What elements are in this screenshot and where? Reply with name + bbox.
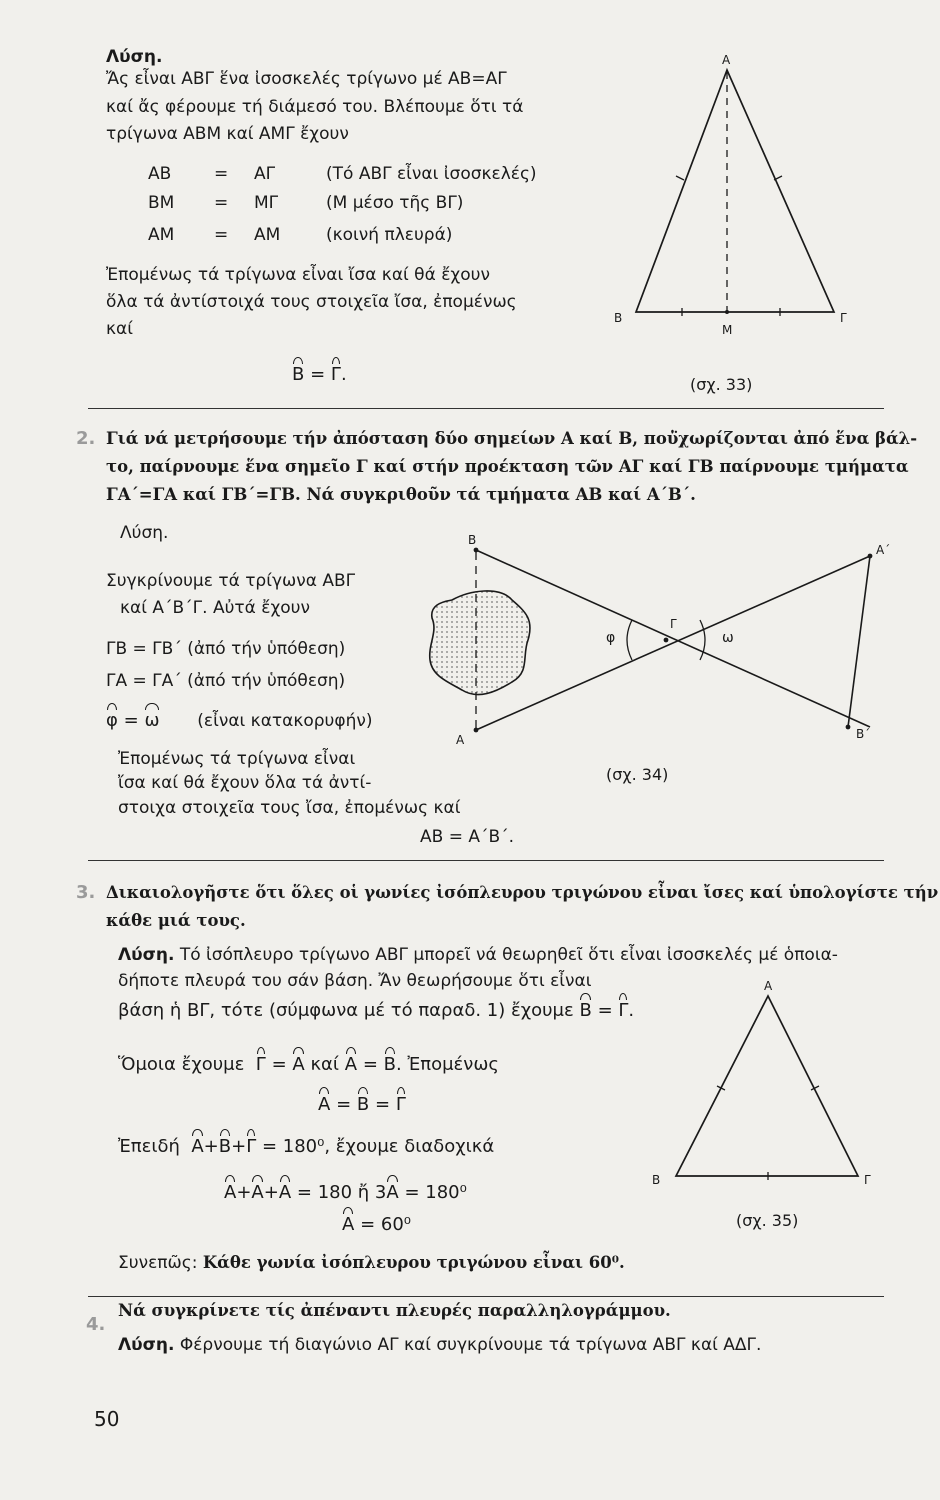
p3-tri-post: = 180 ἤ 3: [296, 1182, 387, 1203]
label-b: Β: [652, 1173, 661, 1187]
label-g: Γ: [864, 1173, 871, 1187]
solution-heading-3: Λύση.: [118, 945, 175, 965]
p2-eq3-sign: =: [123, 710, 139, 731]
p2-line-2: καί Α΄Β΄Γ. Αὐτά ἔχουν: [120, 598, 311, 618]
p2-question-3: ΓΑ΄=ΓΑ καί ΓΒ΄=ΓΒ. Νά συγκριθοῦν τά τμήματα ΑΒ καί Α΄Β΄.: [106, 485, 696, 504]
p2-eq-1: ΓΒ = ΓΒ΄ (ἀπό τήν ὑπόθεση): [106, 639, 346, 659]
angle-a: Α: [251, 1182, 264, 1203]
angle-a: Α: [292, 1054, 305, 1075]
p1-final-dot: .: [340, 364, 347, 385]
p3-question-2: κάθε μιά τους.: [106, 911, 246, 930]
label-m: Μ: [722, 323, 733, 337]
label-b1: Β΄: [856, 727, 871, 741]
angle-b: Β: [356, 1094, 370, 1115]
label-a: Α: [764, 979, 773, 993]
p3-concl-pre: Συνεπῶς:: [118, 1253, 203, 1273]
eq1-op: =: [214, 164, 229, 184]
angle-g: Γ: [330, 364, 341, 385]
p3-tri-p2: +: [263, 1182, 279, 1203]
p3-o-eq1: =: [271, 1054, 287, 1075]
angle-a: Α: [344, 1054, 358, 1075]
label-b: Β: [614, 311, 623, 325]
p3-sum-pre: Ἐπειδή: [118, 1136, 180, 1157]
eq1-lhs: ΑΒ: [148, 164, 172, 184]
p3-solution-line-2: δήποτε πλευρά του σάν βάση. Ἄν θεωρήσουμε ὅτι εἶναι: [118, 971, 592, 991]
label-a1: Α΄: [876, 543, 891, 557]
p3-s3-dot: .: [628, 1000, 635, 1021]
angle-b: Β: [292, 364, 305, 385]
angle-a: Α: [191, 1136, 204, 1157]
p2-final: ΑΒ = Α΄Β΄.: [420, 827, 515, 847]
label-a: Α: [456, 733, 465, 747]
p3-all-eq1: =: [336, 1094, 352, 1115]
label-g: Γ: [670, 617, 677, 631]
label-phi: φ: [606, 630, 616, 646]
p3-s3-text: βάση ἡ ΒΓ, τότε (σύμφωνα μέ τό παραδ. 1) ἔχουμε: [118, 1000, 574, 1021]
label-b: Β: [468, 533, 477, 547]
p4-s1-text: Φέρνουμε τή διαγώνιο ΑΓ καί συγκρίνουμε τά τρίγωνα ΑΒΓ καί ΑΔΓ.: [174, 1335, 762, 1355]
p2-conclusion-1: Ἐπομένως τά τρίγωνα εἶναι: [118, 749, 356, 769]
equilateral-triangle: [676, 996, 858, 1176]
eq3-rhs: ΑΜ: [254, 225, 281, 245]
eq1-note: (Τό ΑΒΓ εἶναι ἰσοσκελές): [326, 164, 537, 184]
p2-line-1: Συγκρίνουμε τά τρίγωνα ΑΒΓ: [106, 571, 356, 591]
angle-a: Α: [318, 1094, 331, 1115]
eq3-lhs: ΑΜ: [148, 225, 175, 245]
problem-number-4: 4.: [86, 1314, 106, 1335]
p3-question-1: Δικαιολογῆστε ὅτι ὅλες οἱ γωνίες ἰσόπλευρου τριγώνου εἶναι ἴσες καί ὑπολογίστε τήν: [106, 883, 939, 902]
p3-sum-plus1: +: [203, 1136, 219, 1157]
p3-all-eq2: =: [374, 1094, 391, 1115]
p1-conclusion-2: ὅλα τά ἀντίστοιχά τους στοιχεῖα ἴσα, ἐπομένως: [106, 292, 517, 312]
divider-3: [88, 1296, 884, 1297]
angle-b: Β: [218, 1136, 232, 1157]
p3-sum-post: = 180⁰, ἔχουμε διαδοχικά: [261, 1136, 495, 1157]
p3-s1-text: Τό ἰσόπλευρο τρίγωνο ΑΒΓ μπορεῖ νά θεωρηθεῖ ὅτι εἶναι ἰσοσκελές μέ ὁποια-: [174, 945, 838, 965]
p4-solution-line: [118, 1334, 761, 1356]
solution-heading-4: Λύση.: [118, 1335, 175, 1355]
p3-tri-p1: +: [236, 1182, 252, 1203]
angle-a: Α: [278, 1182, 292, 1203]
p3-concl-text: Κάθε γωνία ἰσόπλευρου τριγώνου εἶναι 60⁰.: [202, 1253, 625, 1272]
p3-o-eq2: =: [362, 1054, 378, 1075]
p1-conclusion-3: καί: [106, 319, 133, 339]
problem-number-3: 3.: [76, 882, 96, 903]
p3-tri-end: = 180⁰: [404, 1182, 467, 1203]
eq3-op: =: [214, 225, 229, 245]
solution-heading-2: Λύση.: [120, 523, 169, 543]
angle-g: Γ: [395, 1094, 406, 1115]
p2-eq-2: ΓΑ = ΓΑ΄ (ἀπό τήν ὑπόθεση): [106, 671, 346, 691]
eq2-note: (Μ μέσο τῆς ΒΓ): [326, 193, 464, 213]
p3-res-post: = 60⁰: [360, 1214, 411, 1235]
p1-line-3: τρίγωνα ΑΒΜ καί ΑΜΓ ἔχουν: [106, 124, 349, 144]
page-number: 50: [94, 1407, 120, 1431]
label-a: Α: [722, 53, 731, 67]
label-g: Γ: [840, 311, 847, 325]
angle-b: Β: [383, 1054, 397, 1075]
p1-final-eq-sign: =: [310, 364, 326, 385]
p2-conclusion-2: ἴσα καί θά ἔχουν ὅλα τά ἀντί-: [118, 773, 372, 793]
p1-line-1: Ἄς εἶναι ΑΒΓ ἕνα ἰσοσκελές τρίγωνο μέ ΑΒ=ΑΓ: [106, 69, 507, 89]
fig33-caption: (σχ. 33): [690, 375, 753, 394]
eq1-rhs: ΑΓ: [254, 164, 276, 184]
eq2-op: =: [214, 193, 229, 213]
eq2-lhs: ΒΜ: [148, 193, 175, 213]
angle-g: Γ: [618, 1000, 629, 1021]
p3-o-kai: καί: [310, 1054, 340, 1075]
angle-g: Γ: [255, 1054, 266, 1075]
fig34-caption: (σχ. 34): [606, 765, 669, 784]
p2-eq3-note: (εἶναι κατακορυφήν): [197, 711, 373, 731]
p3-sum-plus2: +: [231, 1136, 247, 1157]
p2-question-2: το, παίρνουμε ἕνα σημεῖο Γ καί στήν προέκταση τῶν ΑΓ καί ΓΒ παίρνουμε τμήματα: [106, 457, 909, 476]
p1-line-2: καί ἄς φέρουμε τή διάμεσό του. Βλέπουμε ὅτι τά: [106, 97, 524, 117]
angle-g: Γ: [246, 1136, 257, 1157]
angle-b: Β: [579, 1000, 592, 1021]
angle-phi: φ: [106, 710, 118, 731]
p2-question-1: Γιά νά μετρήσουμε τήν ἀπόσταση δύο σημείων Α καί Β, ποὐ̈χωρίζονται ἀπό ἕνα βάλ-: [106, 429, 918, 448]
p3-o-pre: Ὅμοια ἔχουμε: [118, 1054, 245, 1075]
angle-a: Α: [386, 1182, 399, 1203]
fig35-caption: (σχ. 35): [736, 1211, 799, 1230]
p2-conclusion-3: στοιχα στοιχεῖα τους ἴσα, ἐπομένως καί: [118, 798, 461, 818]
p1-conclusion-1: Ἐπομένως τά τρίγωνα εἶναι ἴσα καί θά ἔχουν: [106, 265, 490, 285]
label-omega: ω: [722, 630, 734, 646]
eq3-note: (κοινή πλευρά): [326, 225, 453, 245]
problem-number-2: 2.: [76, 428, 96, 449]
solution-heading-1: Λύση.: [106, 47, 163, 67]
p3-o-post: . Ἐπομένως: [396, 1054, 499, 1075]
angle-a: Α: [224, 1182, 237, 1203]
p3-s3-eq: =: [597, 1000, 613, 1021]
p3-conclusion: [118, 1252, 625, 1274]
p4-question: Νά συγκρίνετε τίς ἀπέναντι πλευρές παραλληλογράμμου.: [118, 1301, 671, 1320]
angle-a: Α: [342, 1214, 355, 1235]
eq2-rhs: ΜΓ: [254, 193, 279, 213]
angle-omega: ω: [144, 710, 160, 731]
